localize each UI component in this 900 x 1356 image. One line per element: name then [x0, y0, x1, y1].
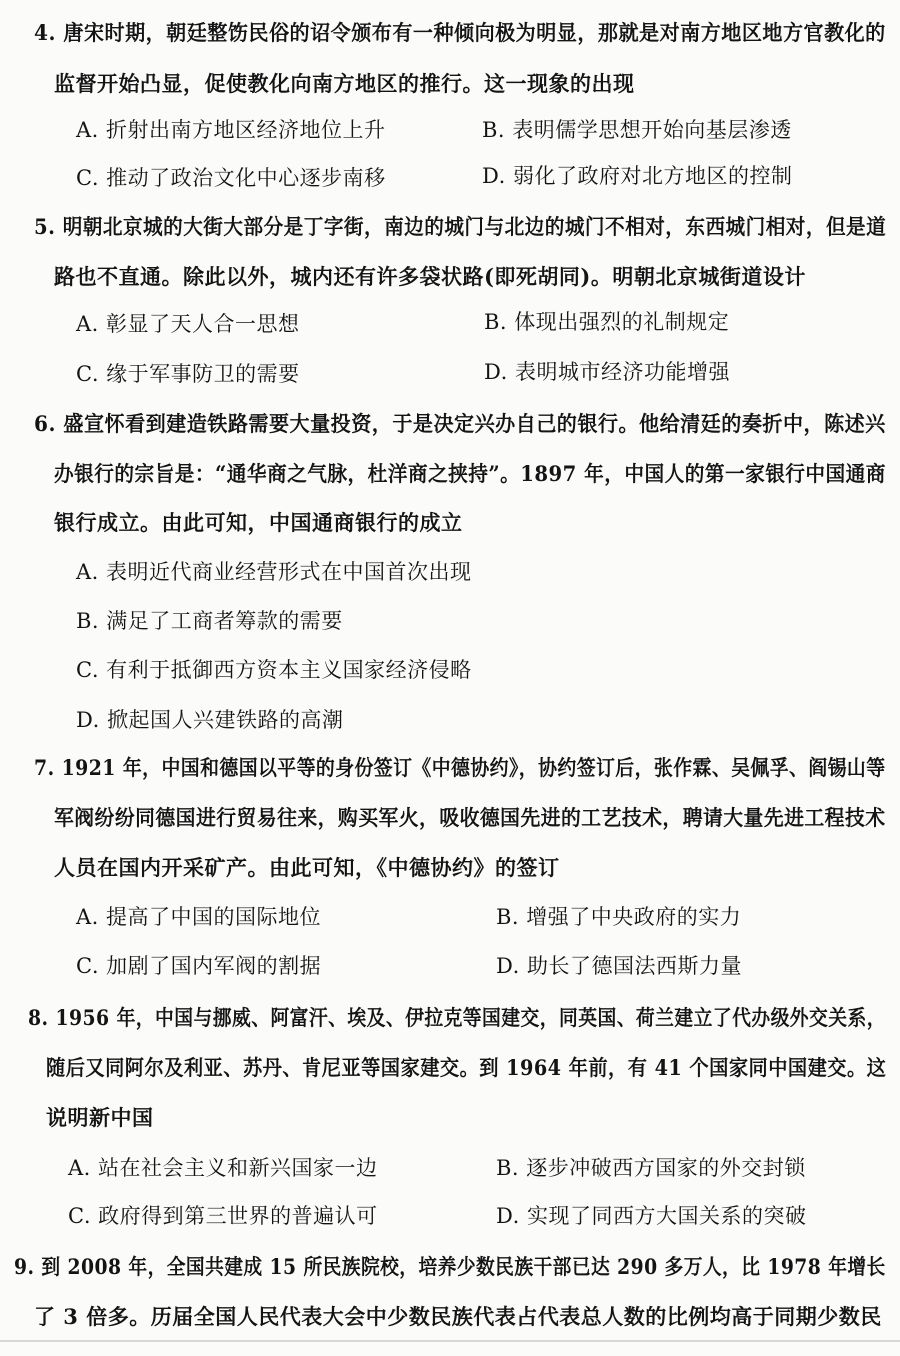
- q6-option-b: B. 满足了工商者筹款的需要: [76, 609, 343, 633]
- q4-option-d: D. 弱化了政府对北方地区的控制: [482, 164, 793, 188]
- q7-option-b: B. 增强了中央政府的实力: [496, 905, 742, 929]
- q8-option-d: D. 实现了同西方大国关系的突破: [496, 1204, 807, 1228]
- q8-option-a: A. 站在社会主义和新兴国家一边: [68, 1156, 378, 1180]
- q8-stem-line-1: 8. 1956 年，中国与挪威、阿富汗、埃及、伊拉克等国建交，同英国、荷兰建立了代办级外交关系，: [28, 1005, 886, 1030]
- q7-option-c: C. 加剧了国内军阀的割据: [76, 954, 322, 978]
- q7-option-d: D. 助长了德国法西斯力量: [496, 954, 742, 978]
- q6-option-c: C. 有利于抵御西方资本主义国家经济侵略: [76, 658, 472, 682]
- q4-stem-line-2: 监督开始凸显，促使教化向南方地区的推行。这一现象的出现: [54, 71, 635, 96]
- q5-stem-line-2: 路也不直通。除此以外，城内还有许多袋状路(即死胡同)。明朝北京城街道设计: [54, 264, 806, 289]
- q8-option-b: B. 逐步冲破西方国家的外交封锁: [496, 1156, 806, 1180]
- q7-stem-line-2: 军阀纷纷同德国进行贸易往来，购买军火，吸收德国先进的工艺技术，聘请大量先进工程技术: [54, 805, 886, 830]
- q8-stem-line-2: 随后又同阿尔及利亚、苏丹、肯尼亚等国家建交。到 1964 年前，有 41 个国家同中国建交。这: [46, 1055, 887, 1080]
- q4-option-b: B. 表明儒学思想开始向基层渗透: [482, 118, 792, 142]
- q7-stem-line-1: 7. 1921 年，中国和德国以平等的身份签订《中德协约》，协约签订后，张作霖、吴佩孚、阎锡山等: [34, 755, 886, 780]
- q9-stem-line-1: 9. 到 2008 年，全国共建成 15 所民族院校，培养少数民族干部已达 290 多万人，比 1978 年增长: [14, 1254, 886, 1279]
- q5-stem-line-1: 5. 明朝北京城的大街大部分是丁字街，南边的城门与北边的城门不相对，东西城门相对，但是道: [34, 214, 887, 239]
- q6-option-d: D. 掀起国人兴建铁路的高潮: [76, 708, 344, 732]
- q7-stem-line-3: 人员在国内开采矿产。由此可知，《中德协约》的签订: [54, 855, 560, 880]
- q5-option-a: A. 彰显了天人合一思想: [76, 312, 300, 336]
- q8-option-c: C. 政府得到第三世界的普遍认可: [68, 1204, 378, 1228]
- q8-stem-line-3: 说明新中国: [46, 1105, 154, 1130]
- q4-stem-line-1: 4. 唐宋时期，朝廷整饬民俗的诏令颁布有一种倾向极为明显，那就是对南方地区地方官教化的: [34, 20, 886, 45]
- q6-stem-line-3: 银行成立。由此可知，中国通商银行的成立: [54, 510, 463, 535]
- q5-option-d: D. 表明城市经济功能增强: [484, 360, 730, 384]
- q6-stem-line-1: 6. 盛宣怀看到建造铁路需要大量投资，于是决定兴办自己的银行。他给清廷的奏折中，陈述兴: [34, 411, 886, 436]
- q5-option-b: B. 体现出强烈的礼制规定: [484, 310, 730, 334]
- page-bottom-edge: [0, 1340, 900, 1342]
- q6-stem-line-2: 办银行的宗旨是：“通华商之气脉，杜洋商之挟持”。1897 年，中国人的第一家银行中国通商: [54, 461, 886, 486]
- q4-option-a: A. 折射出南方地区经济地位上升: [76, 118, 386, 142]
- q7-option-a: A. 提高了中国的国际地位: [76, 905, 322, 929]
- q5-option-c: C. 缘于军事防卫的需要: [76, 362, 300, 386]
- q6-option-a: A. 表明近代商业经营形式在中国首次出现: [76, 560, 472, 584]
- q9-stem-line-2: 了 3 倍多。历届全国人民代表大会中少数民族代表占代表总人数的比例均高于同期少数民: [34, 1304, 882, 1329]
- q4-option-c: C. 推动了政治文化中心逐步南移: [76, 166, 386, 190]
